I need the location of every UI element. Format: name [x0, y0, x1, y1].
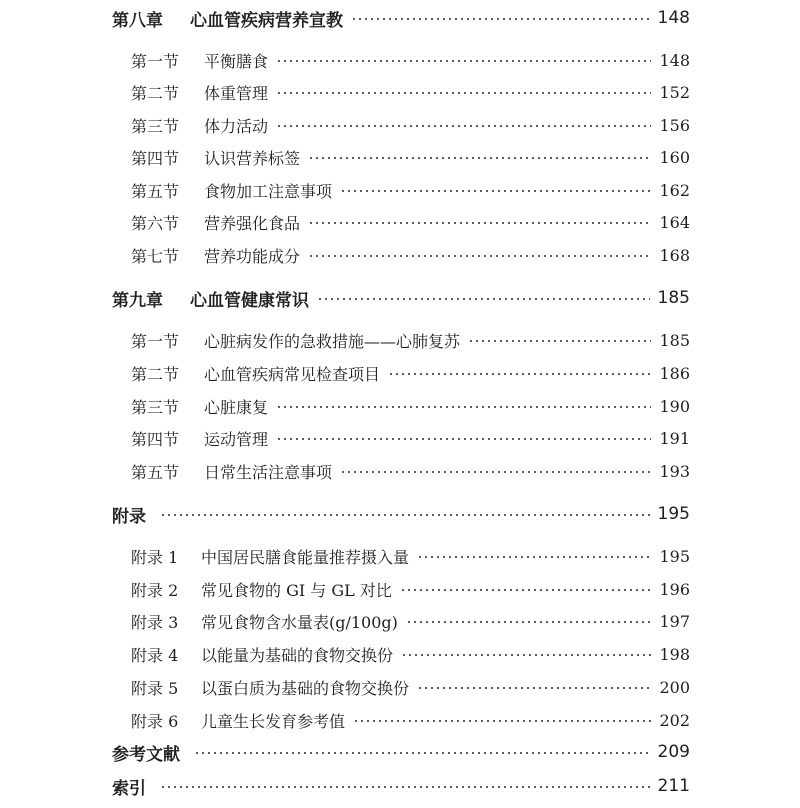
- appendix-item-title: 以蛋白质为基础的食物交换份: [201, 678, 410, 698]
- dot-leader: [340, 190, 651, 192]
- toc-chapter-8[interactable]: [112, 3, 690, 33]
- page-number: 195: [657, 504, 690, 524]
- toc-appendix-item[interactable]: [131, 705, 690, 735]
- dot-leader: [308, 255, 651, 257]
- page-number: 185: [657, 288, 690, 308]
- toc-section[interactable]: [131, 325, 690, 355]
- page-number: 196: [659, 579, 690, 599]
- appendix-number: 附录 1: [131, 547, 179, 567]
- section-number: 第二节: [131, 364, 180, 384]
- dot-leader: [417, 687, 651, 689]
- toc-section[interactable]: [131, 207, 690, 237]
- dot-leader: [194, 752, 650, 754]
- toc-appendix-item[interactable]: [131, 639, 690, 669]
- references-title: 参考文献: [112, 744, 180, 765]
- section-title: 运动管理: [204, 429, 269, 449]
- dot-leader: [160, 786, 650, 788]
- dot-leader: [160, 514, 650, 516]
- section-title: 平衡膳食: [204, 51, 269, 71]
- dot-leader: [351, 18, 650, 20]
- page-number: 156: [659, 115, 690, 135]
- chapter-number: 第八章: [112, 10, 163, 31]
- dot-leader: [317, 298, 650, 300]
- toc-section[interactable]: [131, 142, 690, 172]
- page-number: 197: [659, 611, 690, 631]
- toc-references[interactable]: [112, 737, 690, 767]
- dot-leader: [308, 157, 651, 159]
- dot-leader: [388, 373, 651, 375]
- section-number: 第四节: [131, 429, 180, 449]
- toc-appendix-item[interactable]: [131, 672, 690, 702]
- section-number: 第二节: [131, 83, 180, 103]
- appendix-number: 附录 3: [131, 612, 179, 632]
- toc-chapter-9[interactable]: [112, 283, 690, 313]
- appendix-item-title: 以能量为基础的食物交换份: [201, 645, 394, 665]
- toc-section[interactable]: [131, 77, 690, 107]
- section-number: 第一节: [131, 331, 180, 351]
- section-title: 心脏康复: [204, 397, 269, 417]
- section-number: 第六节: [131, 213, 180, 233]
- chapter-title: 心血管疾病营养宣教: [190, 10, 343, 31]
- dot-leader: [406, 621, 652, 623]
- section-number: 第五节: [131, 181, 180, 201]
- page-number: 152: [659, 82, 690, 102]
- toc-section[interactable]: [131, 110, 690, 140]
- toc-section[interactable]: [131, 175, 690, 205]
- appendix-title: 附录: [112, 506, 146, 527]
- dot-leader: [276, 406, 651, 408]
- appendix-item-title: 儿童生长发育参考值: [201, 711, 346, 731]
- section-title: 心脏病发作的急救措施——心肺复苏: [204, 331, 461, 351]
- page-number: 185: [659, 330, 690, 350]
- toc-appendix-item[interactable]: [131, 574, 690, 604]
- page-number: 160: [659, 147, 690, 167]
- section-title: 营养功能成分: [204, 246, 301, 266]
- section-number: 第三节: [131, 397, 180, 417]
- dot-leader: [353, 720, 651, 722]
- dot-leader: [276, 60, 651, 62]
- toc-section[interactable]: [131, 391, 690, 421]
- chapter-title: 心血管健康常识: [190, 290, 309, 311]
- toc-index[interactable]: [112, 771, 690, 801]
- appendix-number: 附录 4: [131, 645, 179, 665]
- section-title: 体力活动: [204, 116, 269, 136]
- toc-section[interactable]: [131, 423, 690, 453]
- page-number: 209: [657, 742, 690, 762]
- section-number: 第七节: [131, 246, 180, 266]
- section-number: 第四节: [131, 148, 180, 168]
- section-title: 日常生活注意事项: [204, 462, 333, 482]
- toc-appendix-item[interactable]: [131, 606, 690, 636]
- section-title: 营养强化食品: [204, 213, 301, 233]
- page-number: 148: [657, 8, 690, 28]
- toc-section[interactable]: [131, 358, 690, 388]
- dot-leader: [401, 654, 651, 656]
- section-number: 第三节: [131, 116, 180, 136]
- section-title: 认识营养标签: [204, 148, 301, 168]
- page-number: 162: [659, 180, 690, 200]
- page-number: 200: [659, 677, 690, 697]
- dot-leader: [340, 471, 651, 473]
- section-number: 第一节: [131, 51, 180, 71]
- page-number: 193: [659, 461, 690, 481]
- toc-section[interactable]: [131, 240, 690, 270]
- appendix-item-title: 中国居民膳食能量推荐摄入量: [201, 547, 410, 567]
- page-number: 191: [659, 428, 690, 448]
- page-number: 190: [659, 396, 690, 416]
- section-number: 第五节: [131, 462, 180, 482]
- page-number: 198: [659, 644, 690, 664]
- dot-leader: [468, 340, 651, 342]
- toc-section[interactable]: [131, 45, 690, 75]
- section-title: 食物加工注意事项: [204, 181, 333, 201]
- appendix-item-title: 常见食物含水量表(g/100g): [201, 612, 398, 632]
- page-number: 211: [657, 776, 690, 796]
- dot-leader: [276, 438, 651, 440]
- dot-leader: [276, 92, 651, 94]
- toc-section[interactable]: [131, 456, 690, 486]
- page-number: 202: [659, 710, 690, 730]
- dot-leader: [308, 222, 651, 224]
- toc-appendix[interactable]: [112, 499, 690, 529]
- page-number: 195: [659, 546, 690, 566]
- dot-leader: [417, 556, 651, 558]
- section-title: 心血管疾病常见检查项目: [204, 364, 381, 384]
- appendix-number: 附录 6: [131, 711, 179, 731]
- page-number: 148: [659, 50, 690, 70]
- index-title: 索引: [112, 778, 146, 799]
- chapter-number: 第九章: [112, 290, 163, 311]
- page-number: 168: [659, 245, 690, 265]
- dot-leader: [400, 589, 652, 591]
- appendix-item-title: 常见食物的 GI 与 GL 对比: [201, 580, 392, 600]
- appendix-number: 附录 2: [131, 580, 179, 600]
- page-number: 164: [659, 212, 690, 232]
- page-number: 186: [659, 363, 690, 383]
- appendix-number: 附录 5: [131, 678, 179, 698]
- toc-appendix-item[interactable]: [131, 541, 690, 571]
- section-title: 体重管理: [204, 83, 269, 103]
- dot-leader: [276, 125, 651, 127]
